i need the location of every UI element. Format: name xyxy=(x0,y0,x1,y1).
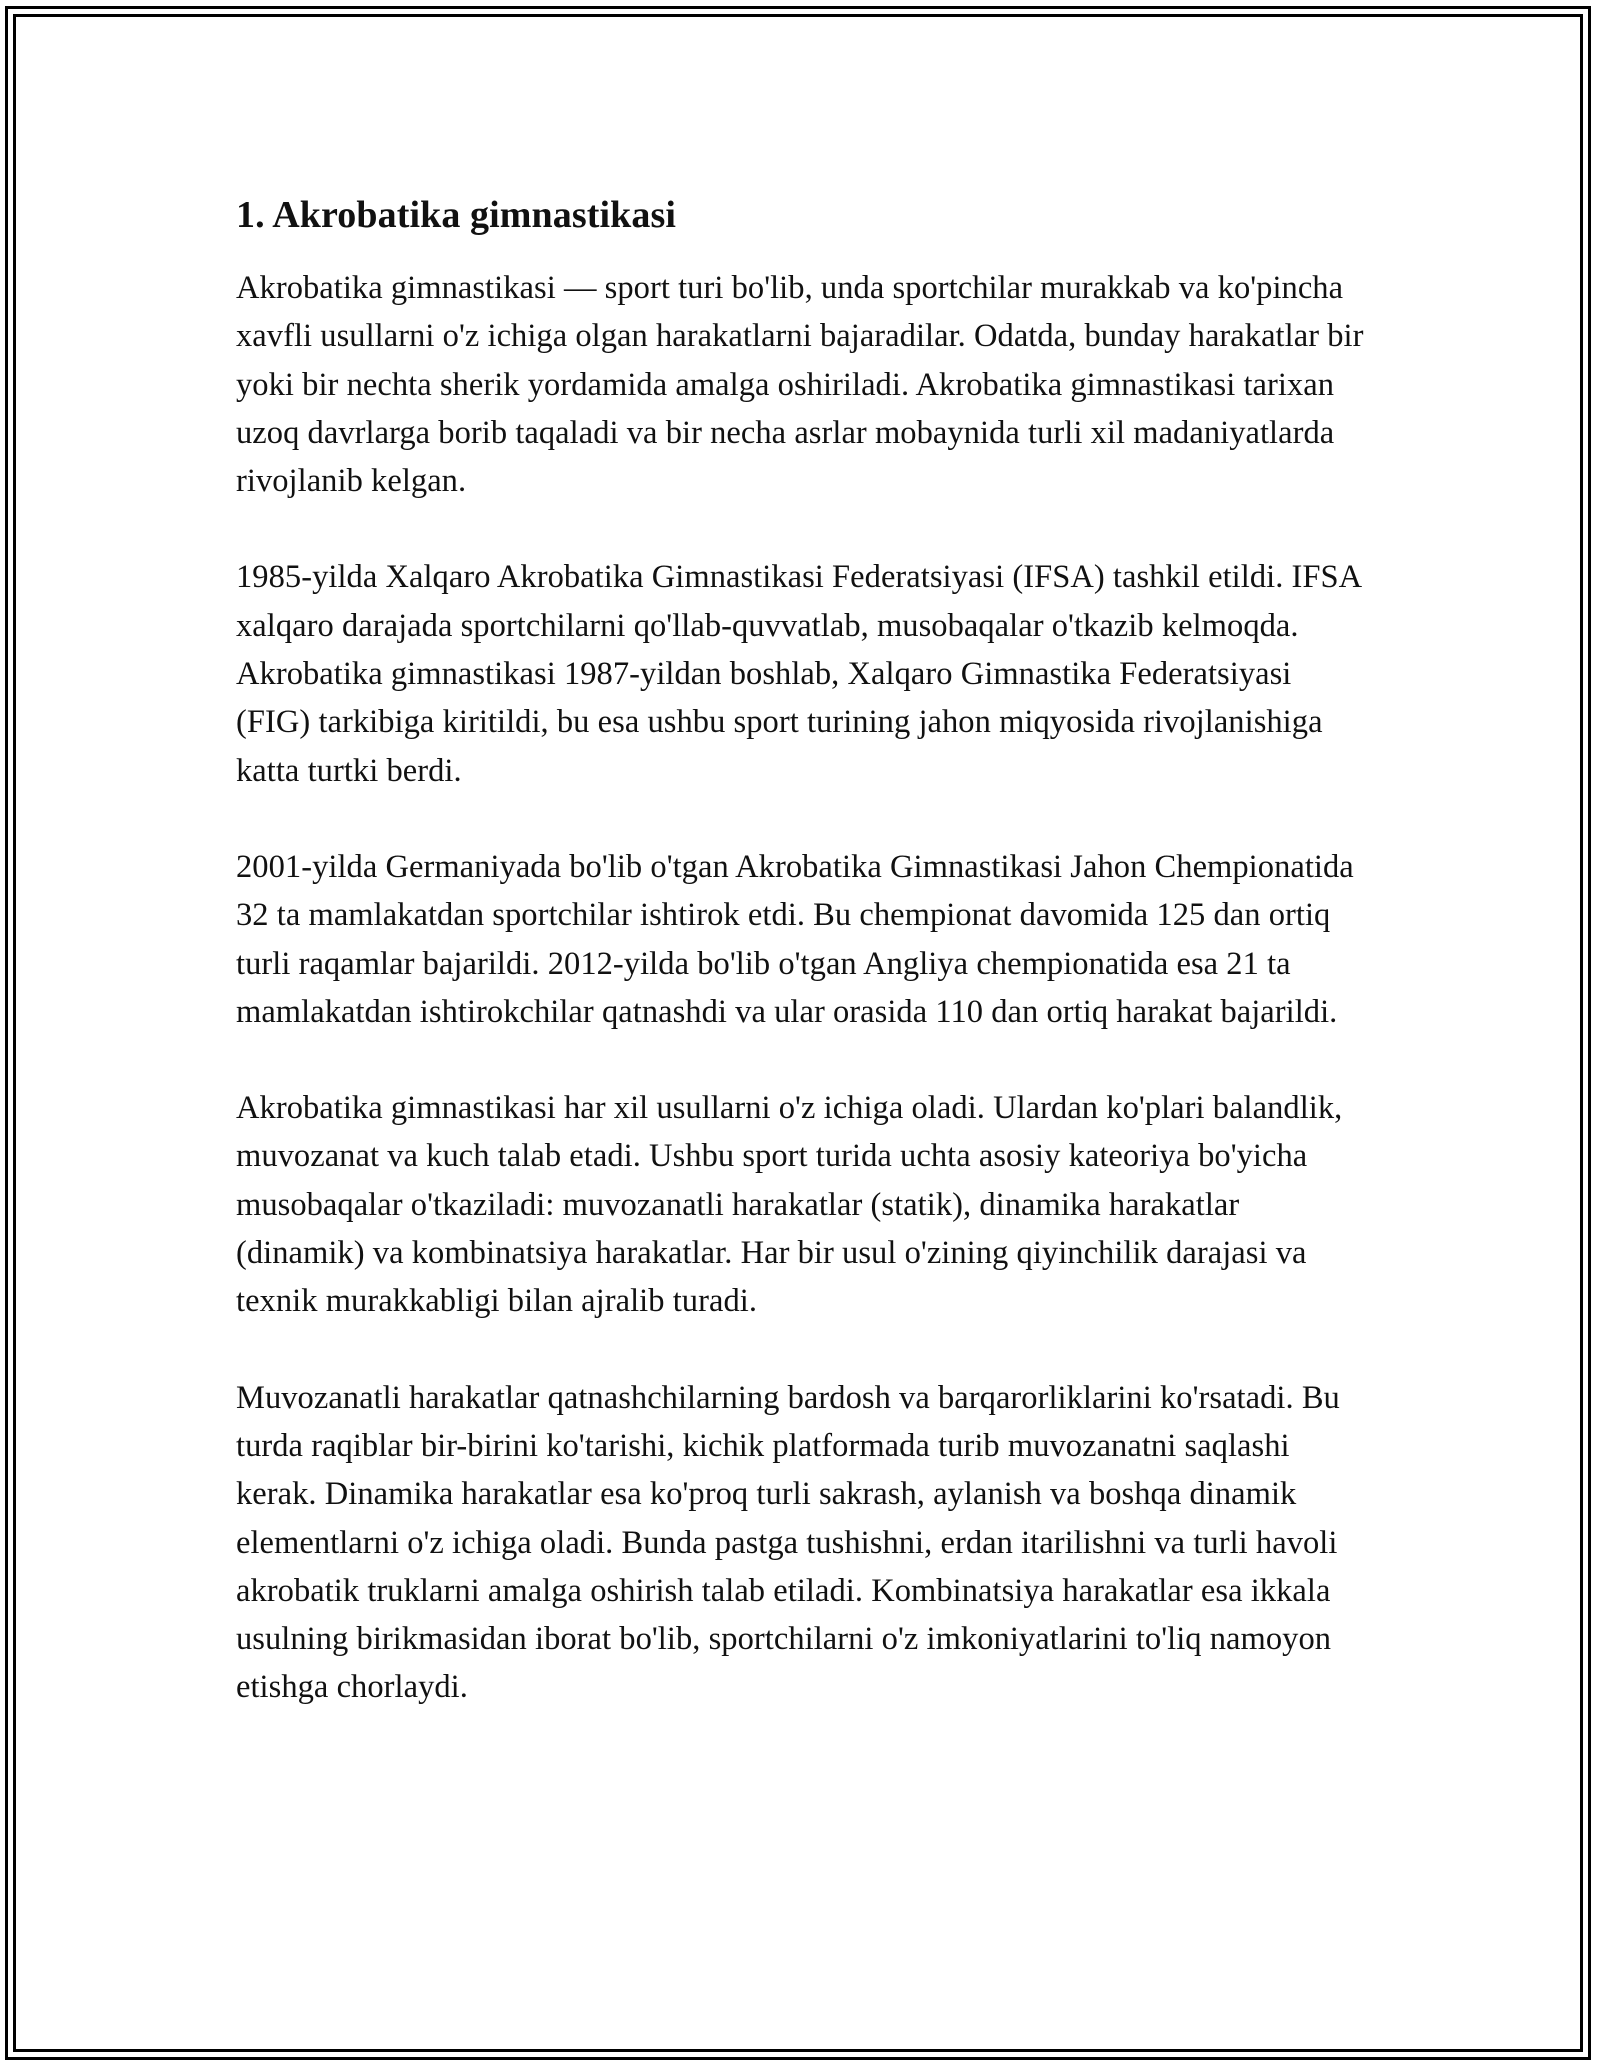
paragraph-categories: Akrobatika gimnastikasi har xil usullarni o'z ichiga oladi. Ulardan ko'plari balandlik, muvozanat va kuch talab etadi. Ushbu sport turida uchta asosiy kateoriya bo'yicha musobaqalar o'tkaziladi: muvozanatli harakatlar (statik), dinamika harakatlar (dinamik) va kombinatsiya harakatlar. Har bir usul o'zining qiyinchilik darajasi va texnik murakkabligi bilan ajralib turadi. xyxy=(236,1090,1343,1320)
paragraph-intro: Akrobatika gimnastikasi — sport turi bo'lib, unda sportchilar murakkab va ko'pincha xavfli usullarni o'z ichiga olgan harakatlarni bajaradilar. Odatda, bunday harakatlar bir yoki bir nechta sherik yordamida amalga oshiriladi. Akrobatika gimnastikasi tarixan uzoq davrlarga borib taqaladi va bir necha asrlar mobaynida turli xil madaniyatlarda rivojlanib kelgan. xyxy=(236,270,1364,500)
paragraph-techniques: Muvozanatli harakatlar qatnashchilarning bardosh va barqarorliklarini ko'rsatadi. Bu turda raqiblar bir-birini ko'tarishi, kichik platformada turib muvozanatni saqlashi kerak. Dinamika harakatlar esa ko'proq turli sakrash, aylanish va boshqa dinamik elementlarni o'z ichiga oladi. Bunda pastga tushishni, erdan itarilishni va turli havoli akrobatik truklarni amalga oshirish talab etiladi. Kombinatsiya harakatlar esa ikkala usulning birikmasidan iborat bo'lib, sportchilarni o'z imkoniyatlarini to'liq namoyon etishga chorlaydi. xyxy=(236,1379,1340,1706)
section-heading: 1. Akrobatika gimnastikasi xyxy=(236,194,677,236)
paragraph-championships: 2001-yilda Germaniyada bo'lib o'tgan Akrobatika Gimnastikasi Jahon Chempionatida 32 ta mamlakatdan sportchilar ishtirok etdi. Bu chempionat davomida 125 dan ortiq turli raqamlar bajarildi. 2012-yilda bo'lib o'tgan Angliya chempionatida esa 21 ta mamlakatdan ishtirokchilar qatnashdi va ular orasida 110 dan ortiq harakat bajarildi. xyxy=(236,848,1354,1030)
document-body xyxy=(236,188,1366,1760)
paragraph-federation: 1985-yilda Xalqaro Akrobatika Gimnastikasi Federatsiyasi (IFSA) tashkil etildi. IFSA xalqaro darajada sportchilarni qo'llab-quvvatlab, musobaqalar o'tkazib kelmoqda. Akrobatika gimnastikasi 1987-yildan boshlab, Xalqaro Gimnastika Federatsiyasi (FIG) tarkibiga kiritildi, bu esa ushbu sport turining jahon miqyosida rivojlanishiga katta turtki berdi. xyxy=(236,559,1361,789)
